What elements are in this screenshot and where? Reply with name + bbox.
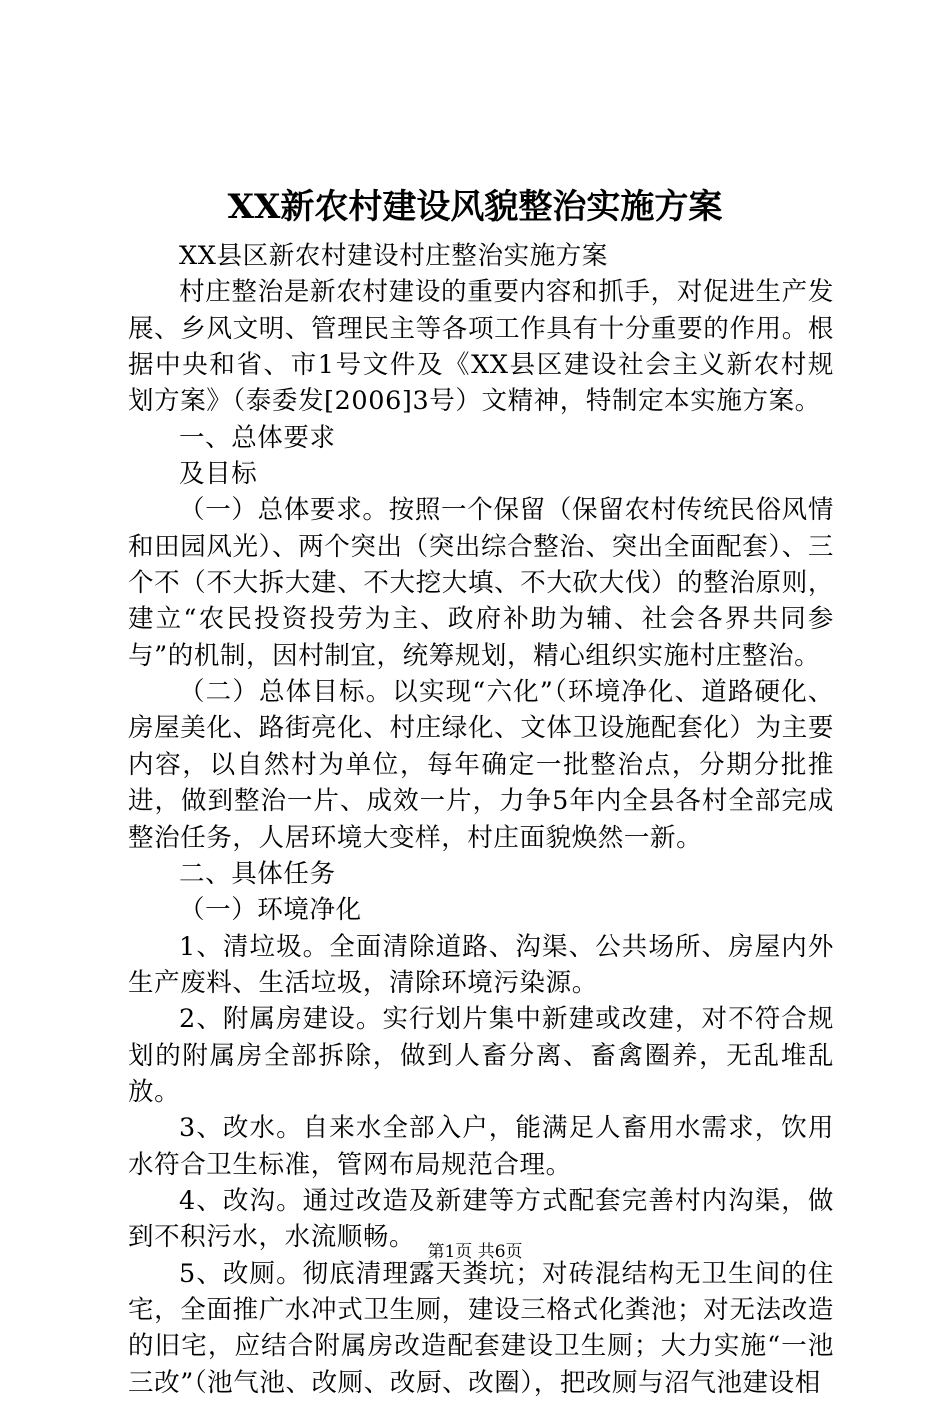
section-heading-1: 一、总体要求 bbox=[179, 422, 336, 453]
document-title: XX新农村建设风貌整治实施方案 bbox=[227, 187, 723, 227]
paragraph-item-3: 3、改水。自来水全部入户，能满足人畜用水需求，饮用水符合卫生标准，管网布局规范合理。 bbox=[128, 1113, 834, 1180]
section-heading-1-cont: 及目标 bbox=[179, 459, 258, 490]
subsection-heading-environment: （一）环境净化 bbox=[179, 895, 362, 926]
paragraph-item-5: 5、改厕。彻底清理露天粪坑；对砖混结构无卫生间的住宅，全面推广水冲式卫生厕，建设三格式化粪池；对无法改造的旧宅，应结合附属房改造配套建设卫生厕；大力实施“一池三改”（池气池、改厕、改厨、改圈），把改厕与沼气池建设相 bbox=[128, 1258, 834, 1398]
paragraph-subtitle: XX县区新农村建设村庄整治实施方案 bbox=[179, 241, 609, 271]
paragraph-general-requirements: （一）总体要求。按照一个保留（保留农村传统民俗风情和田园风光）、两个突出（突出综合整治、突出全面配套）、三个不（不大拆大建、不大挖大填、不大砍大伐）的整治原则，建立“农民投资投劳为主、政府补助为辅、社会各界共同参与”的机制，因村制宜，统筹规划，精心组织实施村庄整治。 bbox=[128, 495, 834, 671]
paragraph-item-4: 4、改沟。通过改造及新建等方式配套完善村内沟渠，做到不积污水，水流顺畅。 bbox=[128, 1185, 834, 1253]
section-heading-2: 二、具体任务 bbox=[179, 858, 336, 889]
paragraph-intro: 村庄整治是新农村建设的重要内容和抓手，对促进生产发展、乡风文明、管理民主等各项工作具有十分重要的作用。根据中央和省、市1号文件及《XX县区建设社会主义新农村规划方案》（泰委发[2006]3号）文精神，特制定本实施方案。 bbox=[128, 277, 834, 417]
paragraph-general-goals: （二）总体目标。以实现“六化”（环境净化、道路硬化、房屋美化、路街亮化、村庄绿化、文体卫设施配套化）为主要内容，以自然村为单位，每年确定一批整治点，分期分批推进，做到整治一片、成效一片，力争5年内全县各村全部完成整治任务，人居环境大变样，村庄面貌焕然一新。 bbox=[128, 677, 834, 853]
paragraph-item-1: 1、清垃圾。全面清除道路、沟渠、公共场所、房屋内外生产废料、生活垃圾，清除环境污染源。 bbox=[128, 931, 834, 998]
document-body bbox=[128, 238, 834, 1401]
page-footer: 第1页 共6页 bbox=[427, 1242, 523, 1262]
paragraph-item-2: 2、附属房建设。实行划片集中新建或改建，对不符合规划的附属房全部拆除，做到人畜分离、畜禽圈养，无乱堆乱放。 bbox=[128, 1004, 834, 1107]
